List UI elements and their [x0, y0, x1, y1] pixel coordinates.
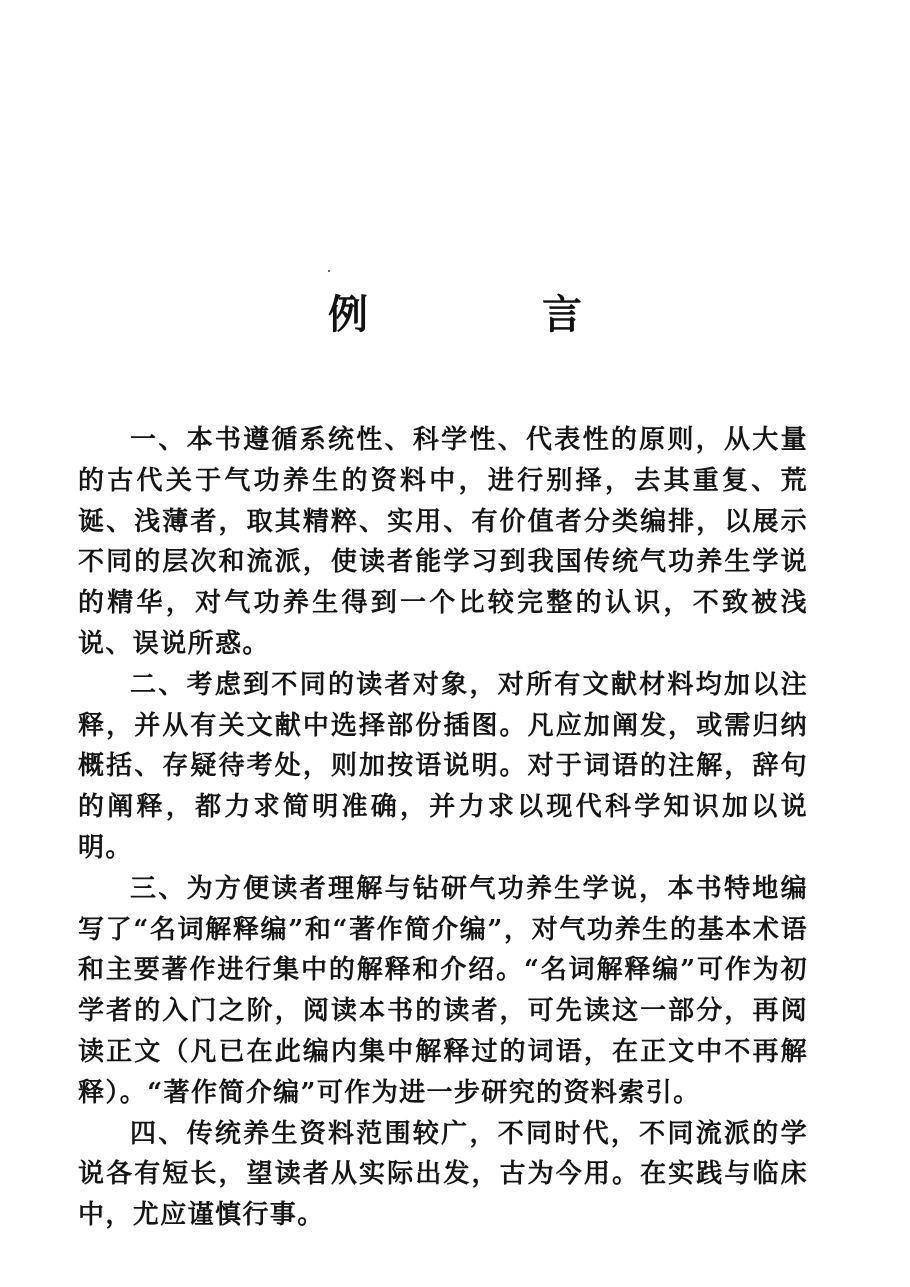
paragraph-4: 四、传统养生资料范围较广，不同时代，不同流派的学说各有短长，望读者从实际出发，古为今用。在实践与临床中，尤应谨慎行事。	[78, 1118, 808, 1231]
page-title: 例 言	[328, 291, 662, 338]
paragraph-3: 三、为方便读者理解与钻研气功养生学说，本书特地编写了“名词解释编”和“著作简介编”，对气功养生的基本术语和主要著作进行集中的解释和介绍。“名词解释编”可作为初学者的入门之阶，阅读本书的读者，可先读这一部分，再阅读正文（凡已在此编内集中解释过的词语，在正文中不再解释）。“著作简介编”可作为进一步研究的资料索引。	[78, 873, 808, 1108]
scan-speck	[328, 270, 330, 272]
document-body	[78, 420, 808, 1236]
paragraph-2: 二、考虑到不同的读者对象，对所有文献材料均加以注释，并从有关文献中选择部份插图。凡应加阐发，或需归纳概括、存疑待考处，则加按语说明。对于词语的注解，辞句的阐释，都力求简明准确，并力求以现代科学知识加以说明。	[78, 669, 808, 863]
paragraph-1: 一、本书遵循系统性、科学性、代表性的原则，从大量的古代关于气功养生的资料中，进行别择，去其重复、荒诞、浅薄者，取其精粹、实用、有价值者分类编排，以展示不同的层次和流派，使读者能学习到我国传统气功养生学说的精华，对气功养生得到一个比较完整的认识，不致被浅说、误说所惑。	[78, 425, 808, 659]
